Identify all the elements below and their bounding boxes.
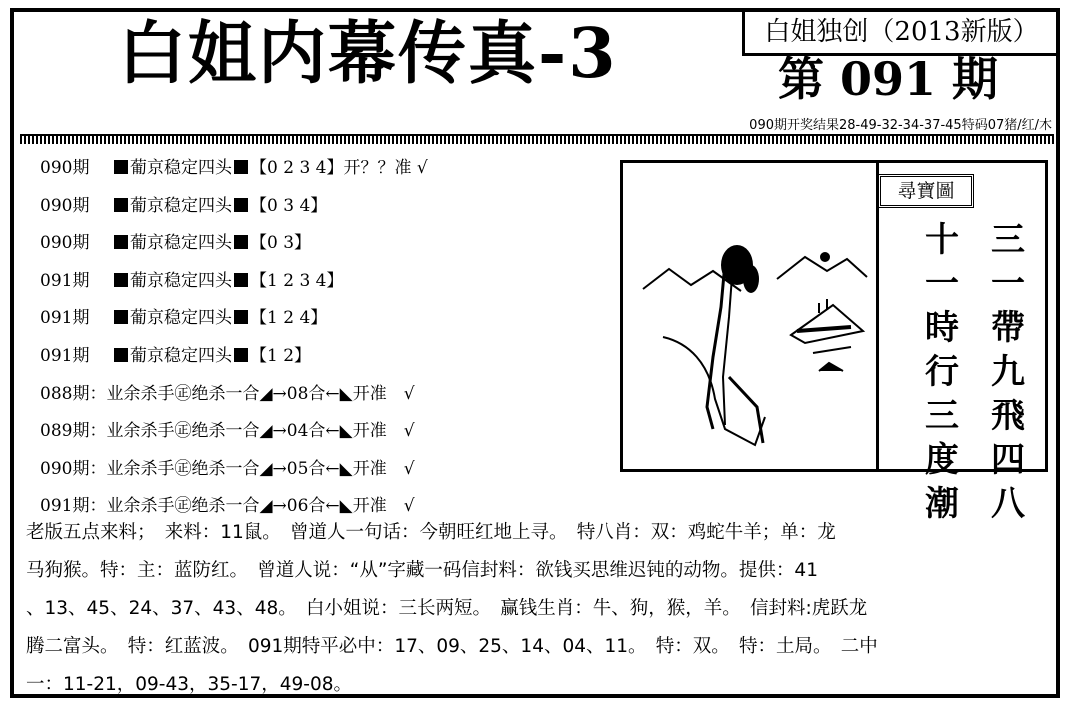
paragraph-line: 、13、45、24、37、43、48。 白小姐说：三长两短。 赢钱生肖：牛、狗，猴，羊。 信封料:虎跃龙 bbox=[26, 598, 868, 619]
verse-char: 四 bbox=[991, 440, 1025, 480]
square-bullet-icon bbox=[114, 348, 128, 362]
verse-char: 八 bbox=[991, 484, 1025, 524]
paragraph-line: 老版五点来料； 来料：11鼠。 曾道人一句话：今朝旺红地上寻。 特八肖：双：鸡蛇牛羊；单：龙 bbox=[26, 522, 836, 543]
draw-results: 090期开奖结果28-49-32-34-37-45特码07猪/红/木 bbox=[749, 118, 1052, 133]
edition-label: 白姐独创（2013新版） bbox=[742, 10, 1058, 56]
list-item bbox=[40, 338, 428, 376]
paragraph-line: 马狗猴。特：主：蓝防红。 曾道人说：“从”字藏一码信封料：欲钱买思维迟钝的动物。提供：41 bbox=[26, 560, 818, 581]
square-bullet-icon bbox=[234, 310, 248, 324]
item-value: 【0 2 3 4】开？？准 √ bbox=[250, 158, 428, 178]
item-value: 【1 2 4】 bbox=[250, 308, 328, 329]
square-bullet-icon bbox=[114, 273, 128, 287]
verse-right bbox=[986, 218, 1030, 526]
item-label: 葡京稳定四头 bbox=[130, 345, 232, 366]
issue-number: 第 091 期 bbox=[778, 52, 999, 106]
period-label: 091期 bbox=[40, 270, 90, 291]
period-label: 090期 bbox=[40, 195, 90, 216]
paragraph-line: 腾二富头。 特：红蓝波。 091期特平必中：17、09、25、14、04、11。 特：双。 特：土局。 二中 bbox=[26, 636, 878, 657]
treasure-divider bbox=[876, 163, 879, 469]
verse-char: 度 bbox=[925, 440, 959, 480]
item-value: 【1 2】 bbox=[250, 345, 312, 366]
list-item bbox=[40, 225, 428, 263]
verse-left bbox=[920, 218, 964, 526]
verse-char: 帶 bbox=[991, 308, 1025, 348]
item-value: 【0 3】 bbox=[250, 233, 312, 254]
square-bullet-icon bbox=[114, 198, 128, 212]
item-label: 葡京稳定四头 bbox=[130, 158, 232, 178]
verse-char: 三 bbox=[925, 396, 959, 436]
square-bullet-icon bbox=[234, 273, 248, 287]
period-label: 091期 bbox=[40, 308, 90, 329]
verse-char: 潮 bbox=[925, 484, 959, 524]
list-item bbox=[40, 150, 428, 188]
item-label: 葡京稳定四头 bbox=[130, 270, 232, 291]
list-item bbox=[40, 188, 428, 226]
period-label: 091期 bbox=[40, 345, 90, 366]
kill-item: 090期：业余杀手㊣绝杀一合◢→05合←◣开准 √ bbox=[40, 458, 415, 479]
verse-char: 時 bbox=[925, 308, 959, 348]
square-bullet-icon bbox=[234, 348, 248, 362]
landscape-illustration bbox=[629, 167, 879, 467]
verse-char: 一 bbox=[991, 264, 1025, 304]
list-item bbox=[40, 300, 428, 338]
period-label: 090期 bbox=[40, 233, 90, 254]
period-label: 090期 bbox=[40, 158, 90, 178]
verse-char: 行 bbox=[925, 352, 959, 392]
page-title: 白姐内幕传真-3 bbox=[118, 14, 618, 94]
treasure-title: 尋寶圖 bbox=[878, 174, 974, 208]
square-bullet-icon bbox=[114, 310, 128, 324]
info-paragraph bbox=[26, 514, 1046, 704]
kill-item: 088期：业余杀手㊣绝杀一合◢→08合←◣开准 √ bbox=[40, 383, 415, 404]
square-bullet-icon bbox=[234, 160, 248, 174]
item-label: 葡京稳定四头 bbox=[130, 233, 232, 254]
item-value: 【1 2 3 4】 bbox=[250, 270, 344, 291]
list-item bbox=[40, 263, 428, 301]
square-bullet-icon bbox=[234, 198, 248, 212]
verse-char: 三 bbox=[991, 220, 1025, 260]
item-label: 葡京稳定四头 bbox=[130, 195, 232, 216]
verse-char: 十 bbox=[925, 220, 959, 260]
kill-item: 089期：业余杀手㊣绝杀一合◢→04合←◣开准 √ bbox=[40, 421, 415, 442]
paragraph-line: 一：11-21，09-43，35-17，49-08。 bbox=[26, 674, 353, 695]
item-value: 【0 3 4】 bbox=[250, 195, 328, 216]
verse-char: 九 bbox=[991, 352, 1025, 392]
kill-item: 091期：业余杀手㊣绝杀一合◢→06合←◣开准 √ bbox=[40, 496, 415, 517]
verse-char: 一 bbox=[925, 264, 959, 304]
treasure-map-box bbox=[620, 160, 1048, 472]
item-label: 葡京稳定四头 bbox=[130, 308, 232, 329]
verse-char: 飛 bbox=[991, 396, 1025, 436]
prediction-list bbox=[40, 150, 428, 526]
square-bullet-icon bbox=[114, 160, 128, 174]
divider bbox=[20, 134, 1054, 144]
square-bullet-icon bbox=[114, 235, 128, 249]
square-bullet-icon bbox=[234, 235, 248, 249]
